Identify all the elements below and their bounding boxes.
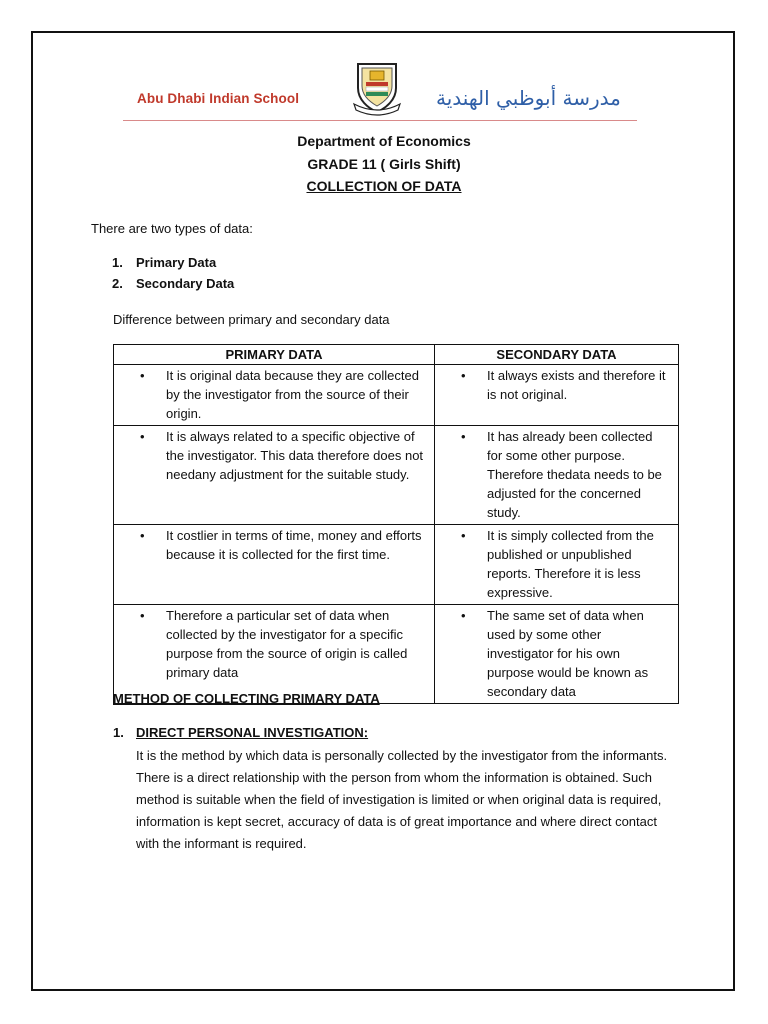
- header-divider: [123, 120, 637, 121]
- comparison-table: [113, 344, 679, 704]
- table-cell: • It costlier in terms of time, money and efforts because it is collected for the first time.: [114, 525, 435, 605]
- method-title: [113, 725, 368, 740]
- table-cell: • It is simply collected from the published or unpublished reports. Therefore it is less expressive.: [435, 525, 679, 605]
- topic-title: COLLECTION OF DATA: [306, 178, 462, 194]
- table-cell: • It is always related to a specific objective of the investigator. This data therefore does not needany adjustment for the suitable study.: [114, 426, 435, 525]
- list-label: Secondary Data: [136, 276, 235, 291]
- bullet-icon: •: [461, 368, 466, 383]
- bullet-icon: •: [461, 608, 466, 623]
- list-number: 1.: [112, 255, 123, 270]
- bullet-icon: •: [461, 528, 466, 543]
- column-header-primary: PRIMARY DATA: [114, 345, 435, 365]
- method-heading: METHOD OF COLLECTING PRIMARY DATA: [113, 691, 380, 706]
- column-header-secondary: SECONDARY DATA: [435, 345, 679, 365]
- school-crest-icon: [352, 60, 402, 116]
- table-cell: • Therefore a particular set of data when collected by the investigator for a specific purpose from the source of origin is called primary data: [114, 605, 435, 704]
- list-label: Primary Data: [136, 255, 217, 270]
- bullet-icon: •: [140, 368, 145, 383]
- table-row: [114, 525, 679, 605]
- table-header-row: [114, 345, 679, 365]
- method-number: 1.: [113, 725, 124, 740]
- method-description: It is the method by which data is personally collected by the investigator from the informants. There is a direct relationship with the person from whom the information is obtained. Such method is suitable when the field of investigation is limited or when original data is required, information is kept secret, accuracy of data is of great importance and where direct contact with the informant is required.: [136, 748, 668, 851]
- table-row: [114, 426, 679, 525]
- table-cell: • It has already been collected for some other purpose. Therefore thedata needs to be adjusted for the concerned study.: [435, 426, 679, 525]
- list-item: [112, 255, 234, 276]
- department-title: Department of Economics: [297, 133, 471, 149]
- intro-text: There are two types of data:: [91, 221, 253, 236]
- method-title-text: DIRECT PERSONAL INVESTIGATION:: [136, 725, 369, 740]
- data-types-list: [112, 255, 234, 297]
- list-number: 2.: [112, 276, 123, 291]
- table-cell: • It always exists and therefore it is not original.: [435, 365, 679, 426]
- difference-caption: Difference between primary and secondary data: [113, 312, 390, 327]
- table-cell: • The same set of data when used by some other investigator for his own purpose would be known as secondary data: [435, 605, 679, 704]
- table-row: [114, 365, 679, 426]
- bullet-icon: •: [140, 429, 145, 444]
- list-item: [112, 276, 234, 297]
- grade-title: GRADE 11 ( Girls Shift): [307, 156, 461, 172]
- bullet-icon: •: [140, 528, 145, 543]
- school-name-english: Abu Dhabi Indian School: [137, 91, 300, 106]
- table-cell: • It is original data because they are collected by the investigator from the source of their origin.: [114, 365, 435, 426]
- table-row: [114, 605, 679, 704]
- school-name-arabic: مدرسة أبوظبي الهندية: [436, 86, 621, 110]
- bullet-icon: •: [461, 429, 466, 444]
- bullet-icon: •: [140, 608, 145, 623]
